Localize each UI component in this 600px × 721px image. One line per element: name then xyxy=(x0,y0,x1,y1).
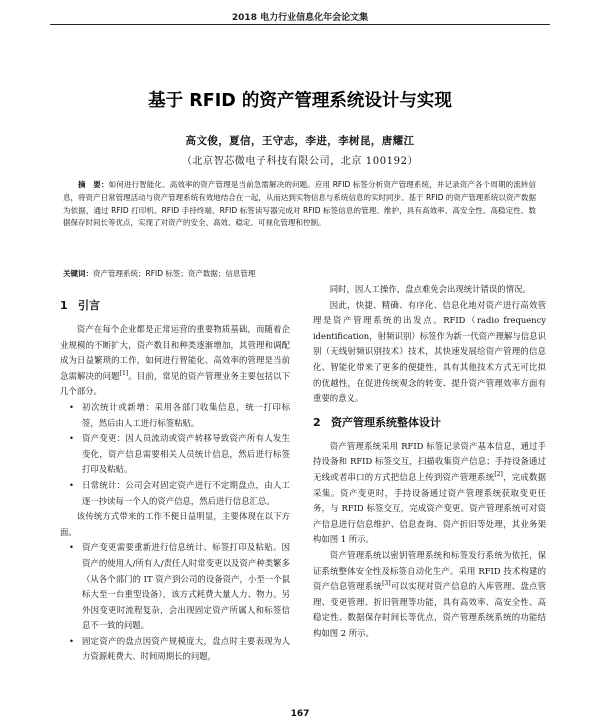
keywords-text: 资产管理系统；RFID 标签；资产数据；信息管理 xyxy=(93,269,256,278)
citation: [1] xyxy=(119,369,129,377)
section-title: 引言 xyxy=(78,299,100,312)
header-rule xyxy=(50,24,550,25)
keywords-label: 关键词： xyxy=(63,269,93,278)
abstract xyxy=(63,179,536,230)
list-item xyxy=(60,540,290,634)
list-item-text: 资产变更：因人员流动或资产转移导致资产所有人发生变化，资产信息需要相关人员统计信息，然后进行标签打印及粘贴。 xyxy=(82,433,290,475)
paragraph-text: ，完成数据采集。资产变更时，手持设备通过资产管理系统获取变更任务，与 RFID 标签交互，完成资产变更。资产管理系统可对资产信息进行信息维护、信息查询、资产折旧等处理，其业务架构如图 1 所示。 xyxy=(313,471,547,545)
section-number: 1 xyxy=(60,299,68,312)
list-item xyxy=(60,431,290,478)
list-item-text: 初次统计或新增：采用各部门收集信息，统一打印标签，然后由人工进行标签粘贴。 xyxy=(82,401,290,428)
page-number: 167 xyxy=(290,709,310,719)
keywords xyxy=(63,268,536,280)
left-column xyxy=(60,290,290,665)
bullet-icon: • xyxy=(69,401,74,412)
paper-title: 基于 RFID 的资产管理系统设计与实现 xyxy=(148,91,452,111)
bullet-icon: • xyxy=(69,479,74,490)
list-item xyxy=(60,400,290,431)
citation: [2] xyxy=(494,471,503,479)
list-item xyxy=(60,634,290,665)
paragraph: 该传统方式带来的工作不便日益明显，主要体现在以下方面。 xyxy=(60,511,290,537)
list-item-text: 日常统计：公司会对固定资产进行不定期盘点，由人工逐一抄读每一个人的资产信息，然后进行信息汇总。 xyxy=(82,479,290,506)
paragraph-text: 可以实现对资产信息的入库管理、盘点管理、变更管理、折旧管理等功能，具有高效率、高安全性、高稳定性、数据保存时间长等优点，资产管理系统系统的功能结构如图 2 所示。 xyxy=(313,581,546,638)
paragraph xyxy=(313,439,546,548)
bullet-icon: • xyxy=(69,433,74,444)
bullet-list xyxy=(60,540,290,665)
section-heading-design xyxy=(313,414,546,432)
paragraph: 因此，快捷、精确、有序化、信息化地对资产进行高效管理是资产管理系统的出发点。RFID（radio frequency identification，射频识别）标签作为新一代资产理解与信息识别（无线射频识别技术）技术，其快速发展给资产管理的信息化、智能化带来了更多的便捷性，具有其他技术方式无可比拟的优越性，在促进传统观念的转变、提升资产管理效率方面有重要的意义。 xyxy=(313,299,546,404)
paragraph xyxy=(60,322,290,400)
paragraph-text: 资产管理系统采用 RFID 标签记录资产基本信息，通过手持设备和 RFID 标签交互，扫描收集资产信息；手持设备通过无线或者串口的方式把信息上传到资产管理系统 xyxy=(313,440,546,482)
paragraph-text: 资产管理系统以密钥管理系统和标签发行系统为依托，保证系统整体安全性及标签自动化生产。采用 RFID 技术构建的资产信息管理系统 xyxy=(313,549,546,592)
paragraph-continued: 同时，因人工操作，盘点难免会出现统计错误的情况。 xyxy=(329,284,531,294)
list-item-text: 固定资产的盘点因资产规模庞大，盘点时主要表现为人力资源耗费大、时间周期长的问题， xyxy=(82,635,290,662)
citation: [3] xyxy=(382,580,391,588)
bullet-list xyxy=(60,400,290,509)
affiliation: （北京智芯微电子科技有限公司，北京 100192） xyxy=(181,156,419,167)
running-head: 2018 电力行业信息化年会论文集 xyxy=(231,13,369,23)
section-heading-intro xyxy=(60,297,290,315)
section-title: 资产管理系统整体设计 xyxy=(331,415,441,429)
list-item xyxy=(60,478,290,509)
right-column xyxy=(313,282,546,641)
bullet-icon: • xyxy=(69,635,74,646)
paragraph-text: 资产在每个企业都是正常运营的重要物质基础，而随着企业规模的不断扩大，资产数目和种类逐渐增加，其管理和调配成为日益繁琐的工作，如何进行智能化、高效率的管理是当前急需解决的问题 xyxy=(60,324,290,381)
abstract-label: 摘 要： xyxy=(78,180,109,189)
bullet-icon: • xyxy=(69,542,74,553)
paragraph xyxy=(313,548,546,642)
author-list: 高文俊，夏信，王守志，李进，李树昆，唐耀江 xyxy=(185,135,415,147)
list-item-text: 资产变更需要重新进行信息统计、标签打印及粘贴。因资产的使用人/所有人/责任人时常变更以及资产种类繁多（从各个部门的 IT 资产到公司的设备资产，小至一个鼠标大至一台重型设备），该方式耗费大量人力、物力。另外因变更时流程复杂，会出现固定资产所属人和标签信息不一致的问题。 xyxy=(82,542,290,631)
abstract-text: 如何进行智能化、高效率的资产管理是当前急需解决的问题。应用 RFID 标签分析资产管理系统，并记录资产各个周期的流转信息，将资产日常管理活动与资产管理系统有效地结合在一起，从而达到实物信息与系统信息的实时同步。基于 RFID 的资产管理系统以资产数据为依据，通过 RFID 打印机、RFID 手持终端、RFID 标签读写器完成对 RFID 标签信息的管理、维护，具有高效率、高安全性、高稳定性、数据保存时间长等优点，实现了对资产的安全、高效、稳定、可视化管理和控制。 xyxy=(63,180,537,228)
section-number: 2 xyxy=(313,415,321,429)
paragraph-text: 。目前，常见的资产管理业务主要包括以下几个部分。 xyxy=(60,370,291,397)
